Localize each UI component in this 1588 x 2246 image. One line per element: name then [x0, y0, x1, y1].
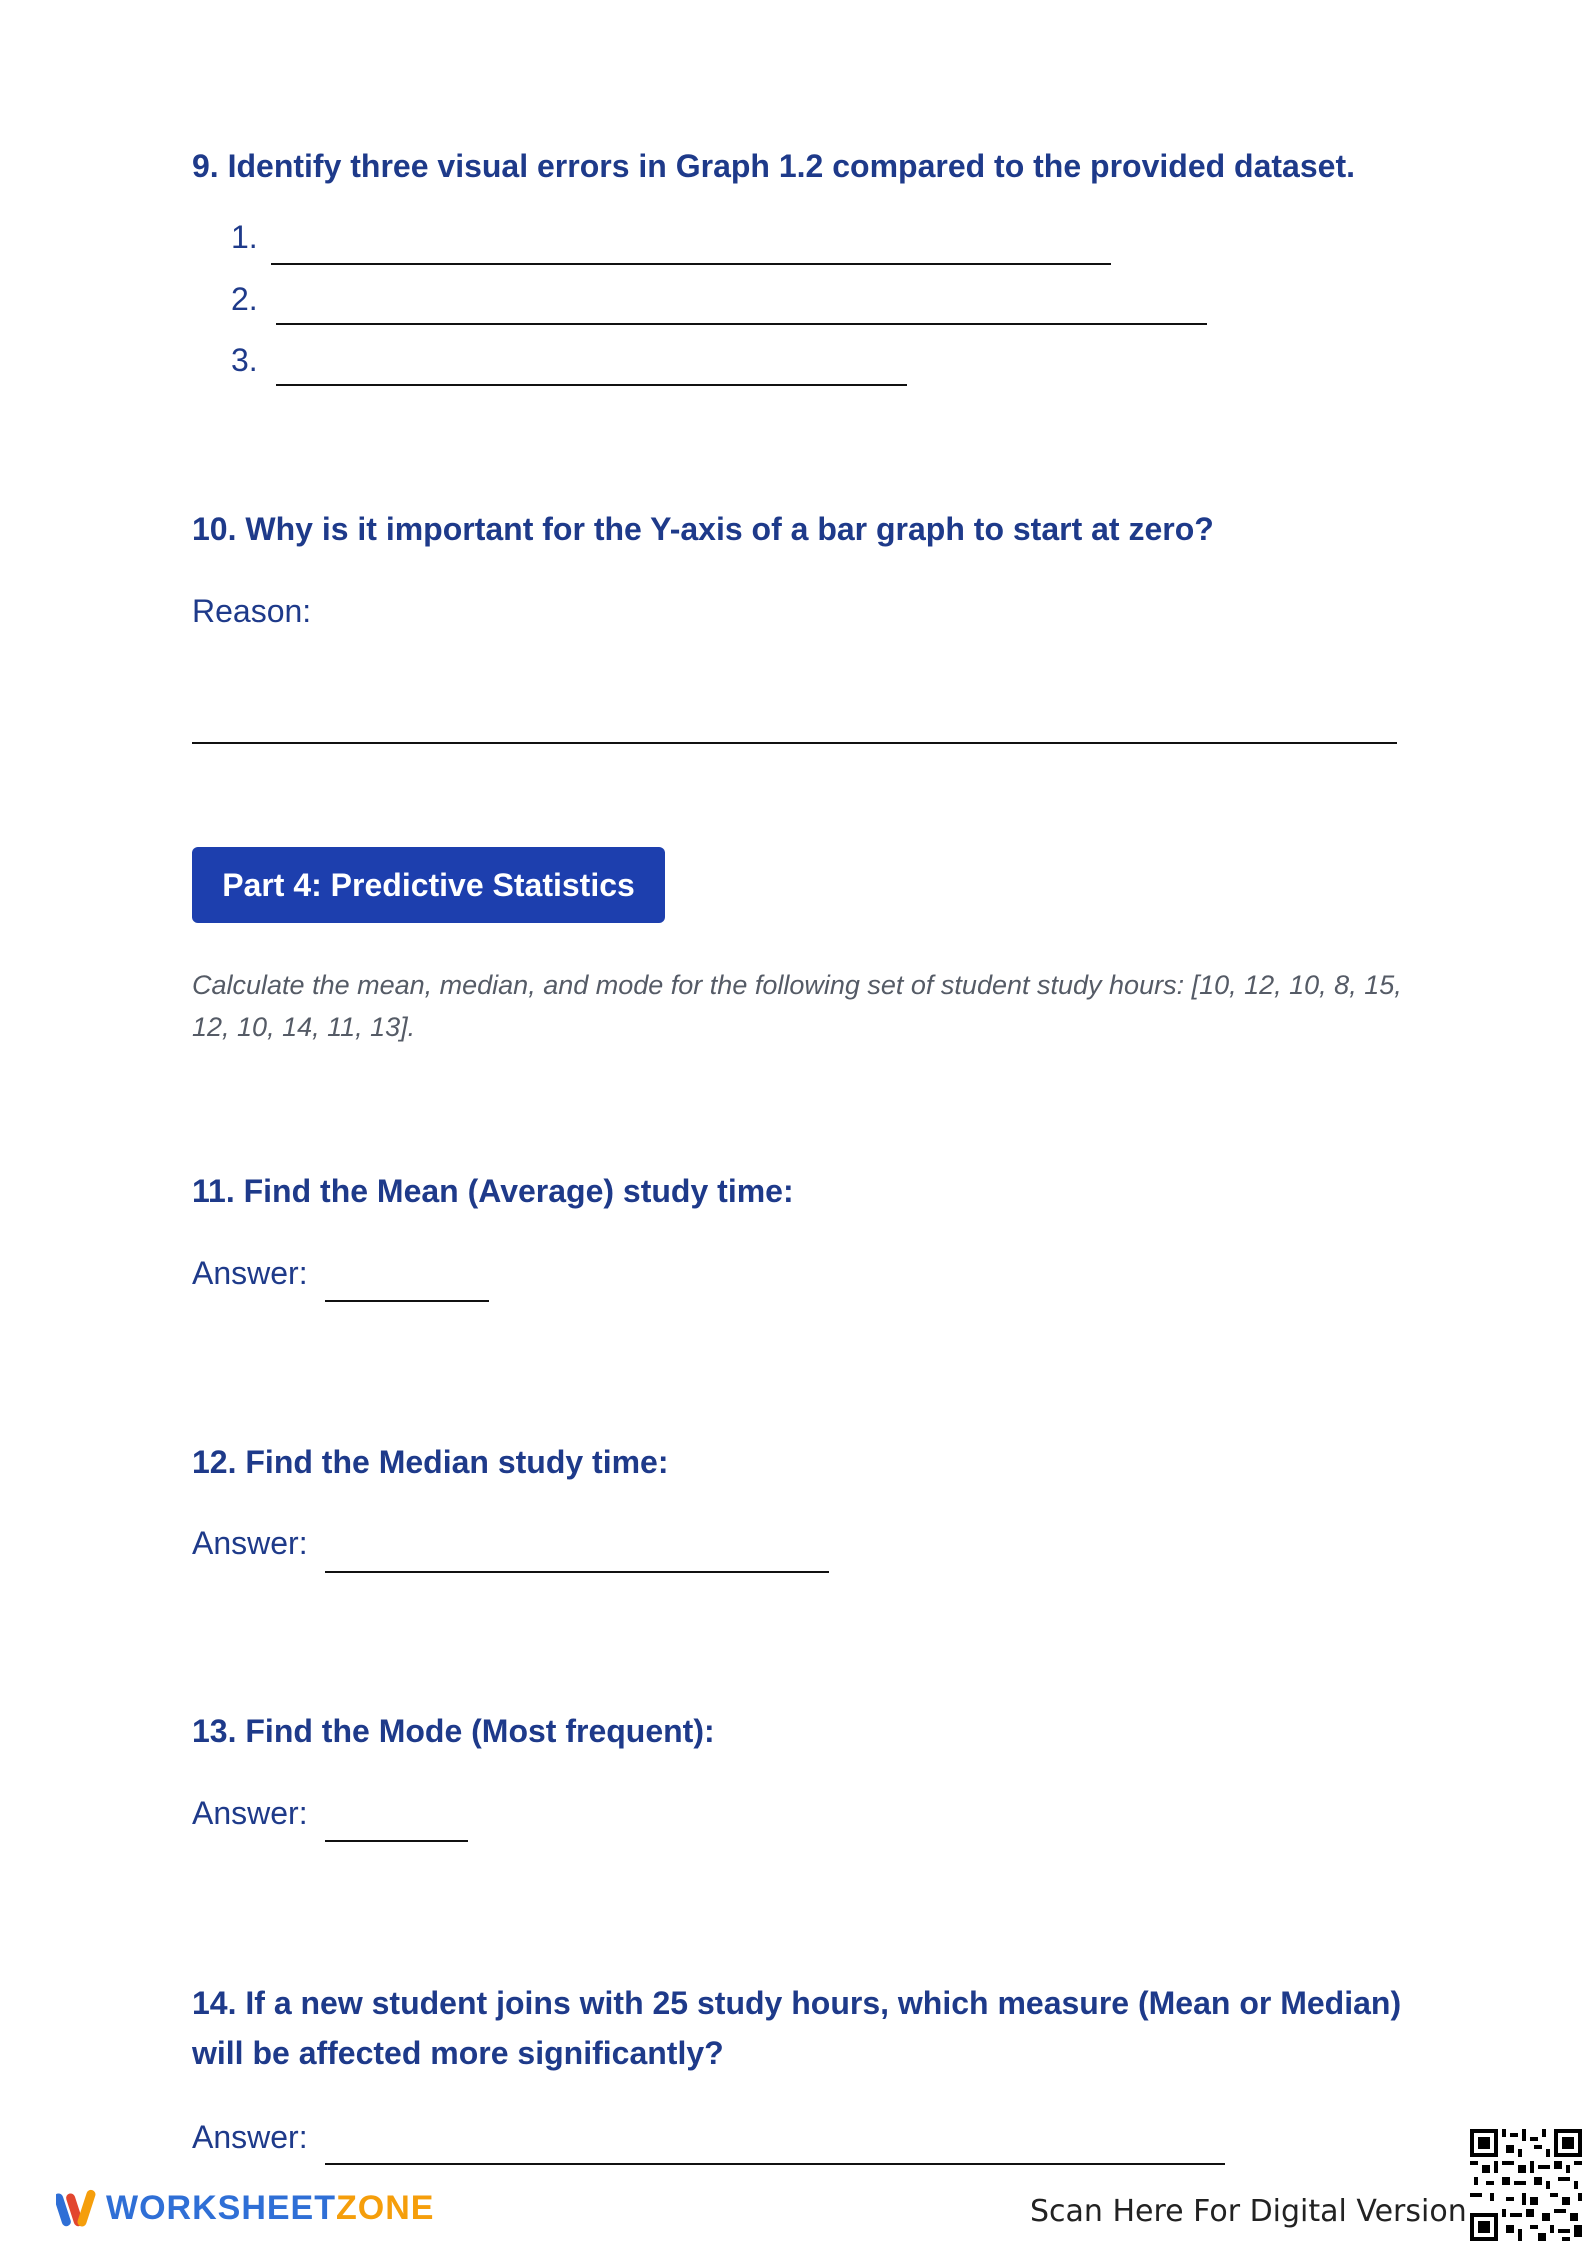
worksheetzone-logo-text: [106, 2189, 434, 2228]
scan-text: Scan Here For Digital Version: [1030, 2194, 1467, 2229]
question-12: 12. Find the Median study time:: [192, 1444, 669, 1480]
worksheetzone-logo-icon: [56, 2181, 96, 2237]
qr-code-icon[interactable]: [1470, 2129, 1582, 2241]
answer-line-10[interactable]: [192, 742, 1397, 744]
list-item-number-2: 2.: [231, 281, 258, 317]
answer-label-14: Answer:: [192, 2119, 308, 2155]
logo-worksheet: WORKSHEET: [106, 2189, 336, 2227]
question-13: 13. Find the Mode (Most frequent):: [192, 1713, 715, 1749]
question-14: 14. If a new student joins with 25 study hours, which measure (Mean or Median) will be affected more significantly?: [192, 1985, 1402, 2071]
answer-label-12: Answer:: [192, 1525, 308, 1561]
answer-line-11[interactable]: [325, 1300, 489, 1302]
part-4-banner: Part 4: Predictive Statistics: [192, 847, 665, 923]
answer-line-9-2[interactable]: [276, 323, 1207, 325]
answer-label-13: Answer:: [192, 1795, 308, 1831]
answer-line-9-3[interactable]: [276, 384, 907, 386]
answer-line-13[interactable]: [325, 1840, 468, 1842]
question-9: 9. Identify three visual errors in Graph 1.2 compared to the provided dataset.: [192, 148, 1355, 184]
part-4-instructions: Calculate the mean, median, and mode for the following set of student study hours: [10, 12, 10, 8, 15, 12, 10, 14, 11, 13].: [192, 970, 1402, 1042]
answer-line-12[interactable]: [325, 1571, 829, 1573]
answer-line-14[interactable]: [325, 2163, 1225, 2165]
logo-zone: ZONE: [336, 2189, 435, 2227]
answer-line-9-1[interactable]: [271, 263, 1111, 265]
list-item-number-3: 3.: [231, 342, 258, 378]
list-item-number-1: 1.: [231, 219, 258, 255]
question-11: 11. Find the Mean (Average) study time:: [192, 1173, 794, 1209]
question-10: 10. Why is it important for the Y-axis of a bar graph to start at zero?: [192, 511, 1214, 547]
answer-label-11: Answer:: [192, 1255, 308, 1291]
reason-label: Reason:: [192, 593, 312, 629]
